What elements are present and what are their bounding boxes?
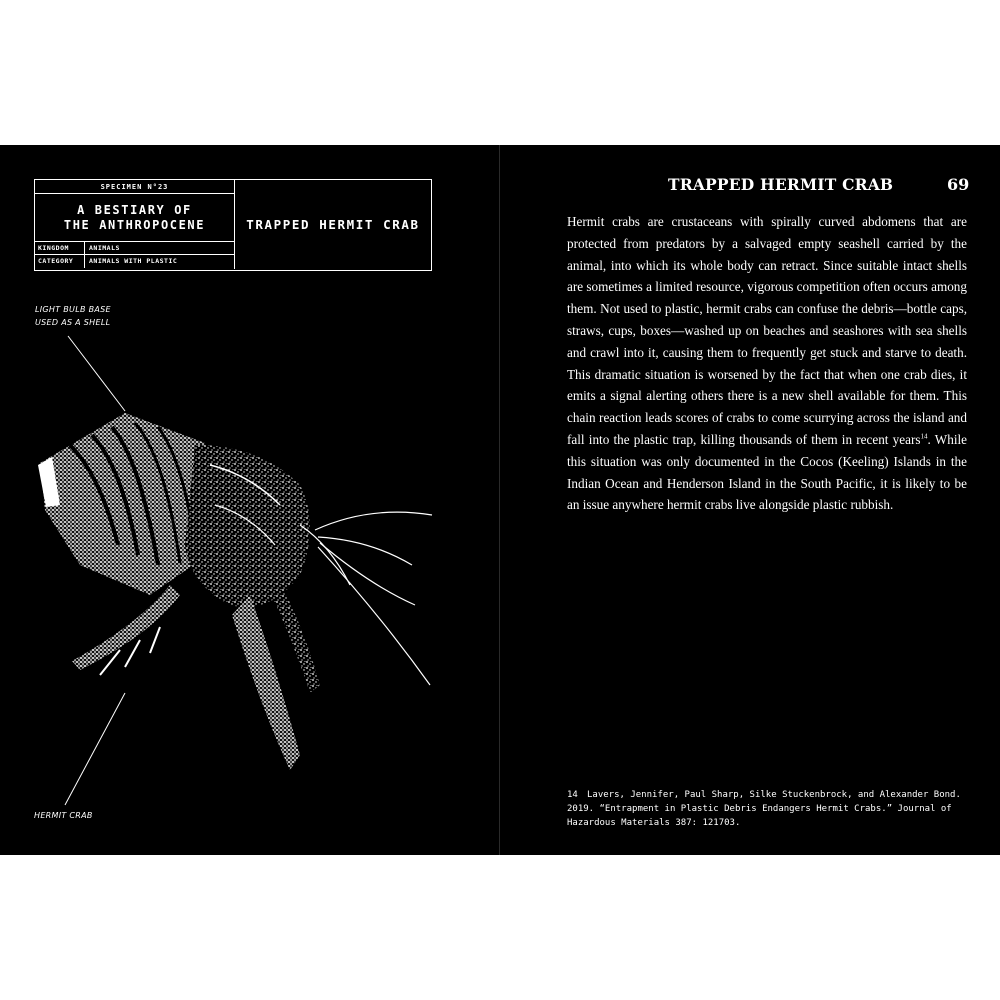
crab-antennae	[300, 512, 432, 685]
footnote-text: Lavers, Jennifer, Paul Sharp, Silke Stuckenbrock, and Alexander Bond. 2019. “Entrapment in Plastic Debris Endangers Hermit Crabs.” Journal of Hazardous Materials 387: 121703.	[567, 790, 961, 828]
book-title-line1: A BESTIARY OF	[77, 203, 192, 217]
annotation-shell-line1: LIGHT BULB BASE	[35, 305, 111, 314]
book-spread	[0, 145, 1000, 855]
left-page	[0, 145, 499, 855]
book-title-line2: THE ANTHROPOCENE	[63, 218, 206, 232]
crab-callout-line	[65, 693, 125, 805]
footnote-reference[interactable]: 14	[920, 432, 928, 441]
specimen-number: SPECIMEN N°23	[35, 180, 234, 194]
crab-legs	[72, 565, 320, 770]
kingdom-label: KINGDOM	[38, 244, 69, 252]
light-bulb-shell	[38, 413, 215, 595]
annotation-hermit-crab: HERMIT CRAB	[34, 811, 93, 820]
body-text-part2: . While this situation was only documented in the Cocos (Keeling) Islands in the Indian Ocean and Henderson Island in the South Pacific, it is likely to be an issue anywhere hermit crabs live alongside plastic rubbish.	[567, 431, 968, 513]
page-number: 69	[947, 175, 970, 194]
body-text-part1: Hermit crabs are crustaceans with spirally curved abdomens that are protected from predators by a salvaged empty seashell carried by the animal, into which its whole body can retract. Since suitable intact shells are sometimes a limited resource, vigorous competition often occurs among them. Not used to plastic, hermit crabs can confuse the debris—bottle caps, straws, cups, boxes—washed up on beaches and seashores with sea shells and crawl into it, causing them to frequently get stuck and starve to death. This dramatic situation is worsened by the fact that when one crab dies, it emits a signal alerting others there is a new shell available for them. This chain reaction leads scores of crabs to come scurrying across the island and fall into the plastic trap, killing thousands of them in recent years	[567, 214, 967, 447]
kingdom-value: ANIMALS	[89, 244, 120, 252]
crab-body	[185, 445, 310, 607]
footnote-number: 14	[567, 790, 578, 800]
annotation-shell-line2: USED AS A SHELL	[35, 318, 111, 327]
specimen-name: TRAPPED HERMIT CRAB	[246, 217, 420, 232]
right-page	[500, 145, 1000, 855]
running-title: TRAPPED HERMIT CRAB	[668, 175, 894, 194]
shell-callout-line	[68, 336, 125, 411]
body-paragraph	[567, 211, 967, 516]
hermit-crab-illustration	[0, 145, 499, 855]
footnote	[567, 788, 977, 830]
category-value: ANIMALS WITH PLASTIC	[89, 257, 178, 265]
category-label: CATEGORY	[38, 257, 74, 265]
